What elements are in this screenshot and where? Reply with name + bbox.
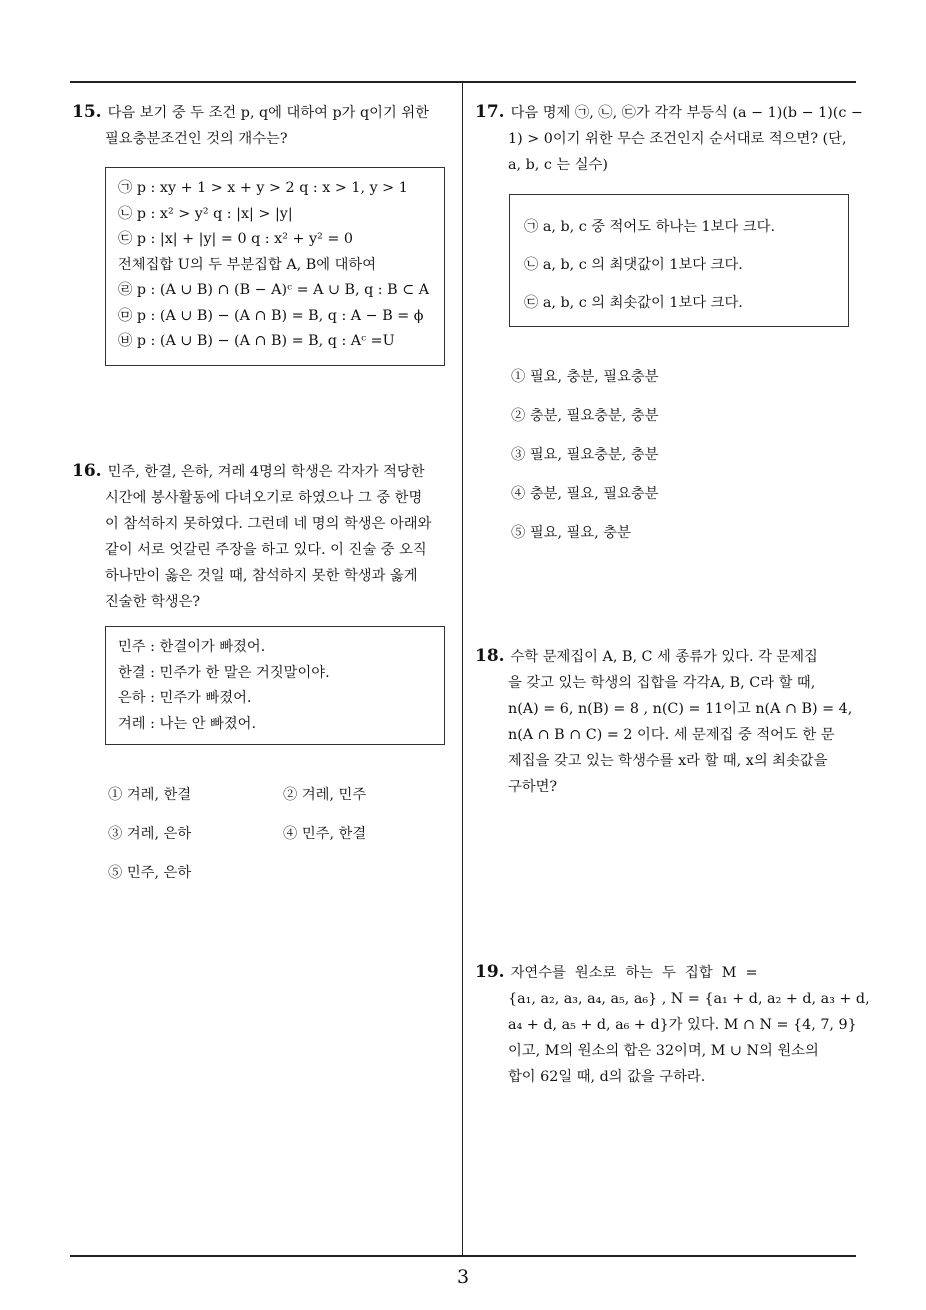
question-16-options bbox=[108, 782, 448, 892]
condition-item: ㉣ p : (A ∪ B) ∩ (B − A)ᶜ = A ∪ B, q : B ⊂ A bbox=[118, 282, 430, 298]
column-divider bbox=[462, 82, 463, 1256]
question-text-line: n(A) = 6, n(B) = 8 , n(C) = 11이고 n(A ∩ B) = 4, bbox=[508, 701, 853, 717]
question-18-line-1 bbox=[475, 643, 860, 670]
question-text-line: 이고, M의 원소의 합은 32이며, M ∪ N의 원소의 bbox=[508, 1043, 819, 1059]
statement-item: 민주 : 한결이가 빠졌어. bbox=[118, 639, 266, 655]
condition-item: ㉢ p : |x| + |y| = 0 q : x² + y² = 0 bbox=[118, 231, 353, 247]
question-number: 17. bbox=[475, 102, 505, 122]
condition-item: ㉤ p : (A ∪ B) − (A ∩ B) = B, q : A − B = ϕ bbox=[118, 307, 424, 324]
statement-item: ㉠ a, b, c 중 적어도 하나는 1보다 크다. bbox=[524, 219, 775, 235]
condition-item: ㉠ p : xy + 1 > x + y > 2 q : x > 1, y > 1 bbox=[118, 180, 408, 196]
question-17 bbox=[475, 99, 863, 178]
question-17-statement-box bbox=[509, 194, 849, 327]
question-number: 16. bbox=[72, 461, 102, 481]
question-text-line: 1) > 0이기 위한 무슨 조건인지 순서대로 적으면? (단, bbox=[508, 131, 847, 147]
question-text-line: 같이 서로 엇갈린 주장을 하고 있다. 이 진술 중 오직 bbox=[105, 542, 427, 558]
question-text-line: 이 참석하지 못하였다. 그런데 네 명의 학생은 아래와 bbox=[105, 516, 432, 532]
question-text: 수학 문제집이 A, B, C 세 종류가 있다. 각 문제집 bbox=[510, 649, 818, 665]
question-text-line: 을 갖고 있는 학생의 집합을 각각A, B, C라 할 때, bbox=[508, 675, 816, 691]
bottom-rule bbox=[70, 1255, 856, 1257]
question-text-line: 합이 62일 때, d의 값을 구하라. bbox=[508, 1069, 706, 1085]
question-16 bbox=[72, 458, 457, 615]
option-3[interactable]: ③ 겨레, 은하 bbox=[108, 826, 192, 842]
question-15-line-2: 필요충분조건인 것의 개수는? bbox=[105, 131, 288, 147]
option-4[interactable]: ④ 충분, 필요, 필요충분 bbox=[511, 486, 659, 502]
option-4[interactable]: ④ 민주, 한결 bbox=[283, 826, 367, 842]
page-number: 3 bbox=[456, 1266, 470, 1288]
question-19-line-1 bbox=[475, 959, 860, 986]
question-text: 자연수를 원소로 하는 두 집합 M = bbox=[510, 965, 758, 981]
question-19 bbox=[475, 959, 870, 1090]
question-15-condition-box bbox=[105, 167, 445, 366]
question-text: 민주, 한결, 은하, 겨레 4명의 학생은 각자가 적당한 bbox=[107, 464, 425, 480]
question-text-line: 하나만이 옳은 것일 때, 참석하지 못한 학생과 옳게 bbox=[105, 568, 418, 584]
option-2[interactable]: ② 충분, 필요충분, 충분 bbox=[511, 408, 659, 424]
question-text-line: 진술한 학생은? bbox=[105, 594, 201, 610]
question-16-line-1 bbox=[72, 458, 457, 485]
question-text-line: {a₁, a₂, a₃, a₄, a₅, a₆} , N = {a₁ + d, a₂ + d, a₃ + d, bbox=[508, 991, 870, 1007]
statement-item: ㉡ a, b, c 의 최댓값이 1보다 크다. bbox=[524, 257, 743, 273]
question-15 bbox=[72, 99, 457, 152]
statement-item: 은하 : 민주가 빠졌어. bbox=[118, 690, 252, 706]
question-15-line-1 bbox=[72, 99, 457, 126]
question-number: 18. bbox=[475, 646, 505, 666]
condition-item: ㉥ p : (A ∪ B) − (A ∩ B) = B, q : Aᶜ =U bbox=[118, 333, 395, 349]
question-number: 15. bbox=[72, 102, 102, 122]
statement-item: 한결 : 민주가 한 말은 거짓말이야. bbox=[118, 664, 330, 681]
question-number: 19. bbox=[475, 962, 505, 982]
statement-item: ㉢ a, b, c 의 최솟값이 1보다 크다. bbox=[524, 295, 743, 311]
option-3[interactable]: ③ 필요, 필요충분, 충분 bbox=[511, 447, 659, 463]
question-17-options bbox=[511, 364, 851, 554]
question-16-statement-box bbox=[105, 626, 445, 745]
option-1[interactable]: ① 필요, 충분, 필요충분 bbox=[511, 369, 659, 385]
question-text: 다음 보기 중 두 조건 p, q에 대하여 p가 q이기 위한 bbox=[107, 105, 429, 121]
option-2[interactable]: ② 겨레, 민주 bbox=[283, 787, 367, 803]
option-5[interactable]: ⑤ 필요, 필요, 충분 bbox=[511, 525, 631, 541]
question-text-line: 시간에 봉사활동에 다녀오기로 하였으나 그 중 한명 bbox=[105, 490, 423, 506]
option-1[interactable]: ① 겨레, 한결 bbox=[108, 787, 192, 803]
top-rule bbox=[70, 81, 856, 83]
question-text-line: 구하면? bbox=[508, 779, 558, 795]
question-text-line: a, b, c 는 실수) bbox=[508, 157, 608, 173]
statement-item: 겨레 : 나는 안 빠졌어. bbox=[118, 715, 257, 732]
question-18 bbox=[475, 643, 860, 800]
question-text: 다음 명제 ㉠, ㉡, ㉢가 각각 부등식 (a − 1)(b − 1)(c − bbox=[510, 105, 863, 121]
question-text-line: a₄ + d, a₅ + d, a₆ + d}가 있다. M ∩ N = {4, 7, 9} bbox=[508, 1017, 857, 1033]
question-text-line: 제집을 갖고 있는 학생수를 x라 할 때, x의 최솟값을 bbox=[508, 753, 828, 769]
question-text-line: n(A ∩ B ∩ C) = 2 이다. 세 문제집 중 적어도 한 문 bbox=[508, 727, 835, 743]
condition-item: ㉡ p : x² > y² q : |x| > |y| bbox=[118, 205, 293, 222]
condition-item: 전체집합 U의 두 부분집합 A, B에 대하여 bbox=[118, 256, 377, 273]
option-5[interactable]: ⑤ 민주, 은하 bbox=[108, 865, 192, 881]
question-17-line-1 bbox=[475, 99, 863, 126]
